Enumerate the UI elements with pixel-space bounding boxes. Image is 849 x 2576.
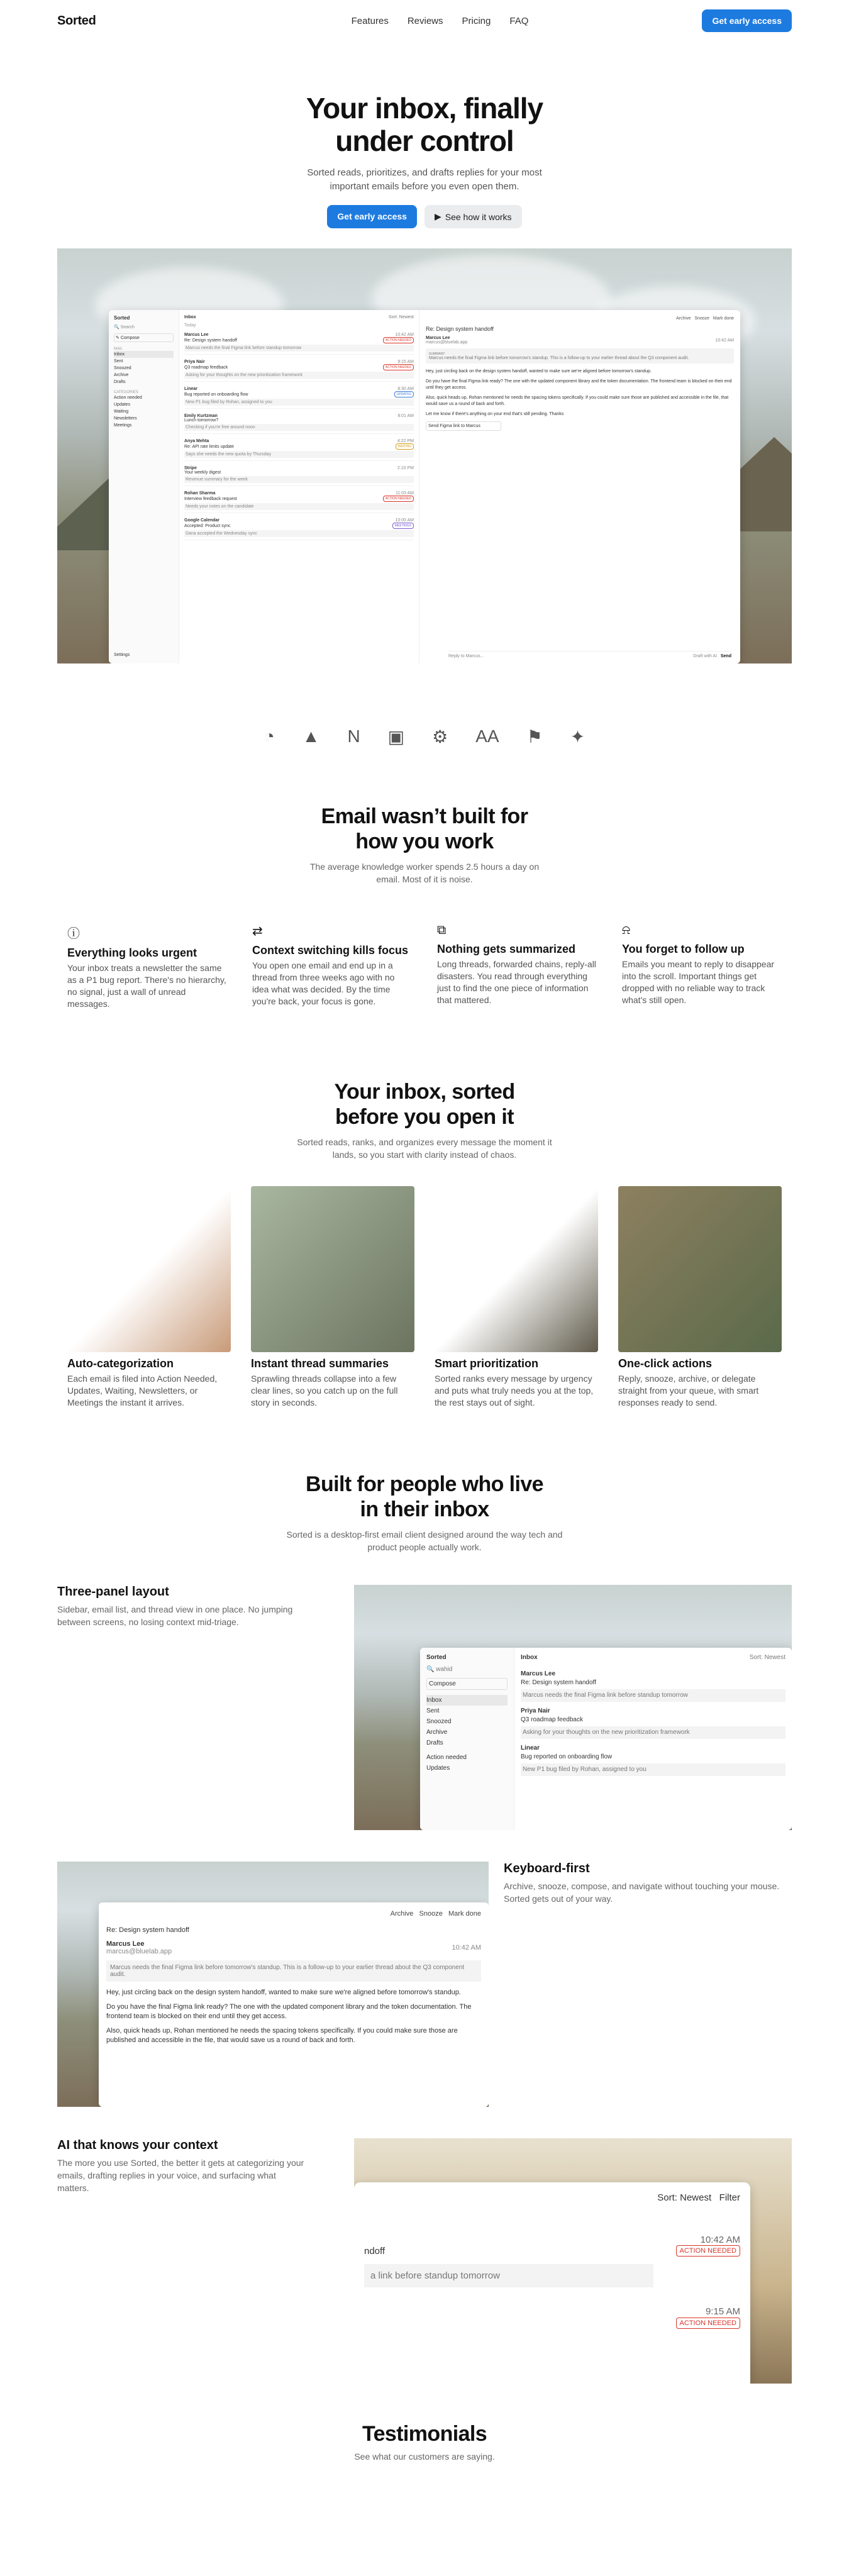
built-subtitle: Sorted is a desktop-first email client designed around the way tech and product people actually work.	[286, 1530, 563, 1552]
thread-from: Marcus Lee	[426, 336, 450, 340]
category-action-needed[interactable]: Action needed	[114, 396, 142, 400]
customer-logo: ⚙	[432, 727, 448, 747]
app-window	[109, 310, 740, 663]
sidebar	[109, 310, 179, 663]
ai-sort[interactable]: Sort: Newest	[657, 2192, 712, 2203]
feature-keyboard-text: Archive, snooze, compose, and navigate without touching your mouse. Sorted gets out of your way.	[504, 1881, 780, 1904]
kb-summary: Marcus needs the final Figma link before tomorrow's standup. This is a follow-up to your earlier thread about the Q3 component audit.	[106, 1960, 481, 1982]
email-row[interactable]: Anya Mehta 4:22 PM Re: API rate limits update WAITING Says she needs the new quota by Thursday	[184, 436, 414, 461]
draft-ai-button[interactable]: Draft with AI	[693, 654, 718, 658]
sort-control[interactable]: Sort: Newest	[388, 315, 414, 319]
hero-title-line1: Your inbox, finally	[306, 92, 543, 125]
problem-card-icon: ⍾	[622, 923, 631, 937]
problem-title-line1: Email wasn’t built for	[321, 804, 528, 828]
email-row[interactable]: Rohan Sharma 11:03 AM Interview feedback request ACTION NEEDED Needs your notes on the candidate	[184, 489, 414, 513]
email-list	[179, 310, 419, 663]
nav-link-features[interactable]: Features	[351, 15, 389, 26]
feature-card: Auto-categorization Each email is filed into Action Needed, Updates, Waiting, Newsletters, or Meetings the instant it arrives.	[67, 1186, 231, 1409]
feature-keyboard-title: Keyboard-first	[504, 1862, 590, 1875]
ai-time1: 10:42 AM	[700, 2235, 740, 2245]
kb-body: Hey, just circling back on the design system handoff, wanted to make sure we're aligned before tomorrow's standup. Do you have the final Figma link ready? The one with the updated component library and the token documentation. The frontend team is blocked on their end until they get access. Also, quick heads up, Rohan mentioned he needs the spacing tokens specifically. If you could make sure those are published and accessible in the file, that would save us a round of back and forth.	[106, 1989, 472, 2044]
feature-card: One-click actions Reply, snooze, archive, or delegate straight from your queue, with smart responses ready to send.	[618, 1186, 782, 1409]
categories-label: CATEGORIES	[114, 391, 138, 394]
email-row[interactable]: Stripe 2:10 PM Your weekly digest Revenue summary for the week	[184, 464, 414, 486]
thread-body-paragraph: Hey, just circling back on the design system handoff, wanted to make sure we're aligned before tomorrow's standup.	[426, 369, 652, 374]
three-panel-artwork: Sorted 🔍 wahid Compose Inbox Sent Snoozed Archive Drafts Action needed Updates Inbox Sort: Newest Marcus Lee Re: Design system handoff Marcus needs the final Figma link before standup tomorrow Priya Nair Q3 roadmap feedback Asking for your thoughts on the new prioritization framework Linear Bug reported on onboarding flow New P1 bug filed by Rohan, assigned to you	[354, 1585, 792, 1830]
testimonials-subtitle: See what our customers are saying.	[354, 2451, 495, 2462]
nav-links	[352, 16, 529, 26]
problem-card: ⍾ You forget to follow up Emails you meant to reply to disappear into the scroll. Important things get dropped with no reliable way to track what's still open.	[622, 923, 782, 1010]
thread-summary: SUMMARY Marcus needs the final Figma link before tomorrow's standup. This is a follow-up to your earlier thread about the Q3 component audit.	[426, 348, 734, 364]
logo[interactable]: Sorted	[57, 13, 96, 28]
draft-chip[interactable]: Send Figma link to Marcus	[426, 421, 501, 431]
feature-ai-text: The more you use Sorted, the better it gets at categorizing your emails, drafting replies in your voice, and surfacing what matters.	[57, 2158, 304, 2193]
problem-card: ⓘ Everything looks urgent Your inbox treats a newsletter the same as a P1 bug report. There's no hierarchy, no signal, just a wall of unread messages.	[67, 923, 227, 1010]
compose-button[interactable]: ✎ Compose	[114, 333, 174, 342]
nav-link-reviews[interactable]: Reviews	[407, 15, 443, 26]
sorted-title-line1: Your inbox, sorted	[334, 1080, 515, 1104]
problem-card: ⇄ Context switching kills focus You open one email and end up in a thread from three weeks ago with no idea what was decided. By the time you're back, your focus is gone.	[252, 923, 412, 1010]
problem-card-icon: ⇄	[252, 924, 263, 938]
send-button[interactable]: Send	[720, 654, 731, 658]
sidebar-item-sent[interactable]: Sent	[114, 359, 123, 364]
hero-subtitle: Sorted reads, prioritizes, and drafts replies for your most important emails before you even open them.	[307, 167, 542, 192]
feature-card: Instant thread summaries Sprawling threads collapse into a few clear lines, so you catch up on the full story in seconds.	[251, 1186, 414, 1409]
ai-artwork	[354, 2138, 792, 2384]
problem-card-icon: ⓘ	[67, 927, 80, 941]
thread-time: 10:42 AM	[715, 338, 734, 343]
problem-title-line2: how you work	[355, 830, 494, 853]
hero-cta-button[interactable]: Get early access	[327, 205, 417, 228]
kb-subject: Re: Design system handoff	[106, 1926, 189, 1934]
reply-input[interactable]: Reply to Marcus...	[448, 654, 484, 658]
app-brand: Sorted	[114, 315, 130, 321]
panel-email-1[interactable]: Marcus Lee Re: Design system handoff Marcus needs the final Figma link before standup tomorrow	[521, 1670, 785, 1702]
ai-tag1: ACTION NEEDED	[676, 2245, 740, 2257]
customer-logo: ✦	[570, 727, 585, 747]
problem-subtitle: The average knowledge worker spends 2.5 hours a day on email. Most of it is noise.	[309, 862, 540, 884]
email-row[interactable]: Linear 8:30 AM Bug reported on onboarding flow UPDATES New P1 bug filed by Rohan, assigned to you	[184, 384, 414, 409]
customer-logo: ⚑	[526, 727, 543, 747]
testimonials-section	[0, 2421, 849, 2463]
panel-email-3[interactable]: Linear Bug reported on onboarding flow New P1 bug filed by Rohan, assigned to you	[521, 1744, 785, 1776]
feature-ai-title: AI that knows your context	[57, 2138, 218, 2152]
customer-logo: ▣	[387, 727, 405, 747]
customer-logo: N	[347, 726, 360, 746]
thread-view	[419, 310, 740, 663]
built-title-line1: Built for people who live	[306, 1472, 543, 1496]
problem-card: ⧉ Nothing gets summarized Long threads, forwarded chains, reply-all disasters. You read through everything just to find the one piece of information that mattered.	[437, 923, 596, 1005]
feature-card-image	[435, 1186, 598, 1352]
panel-compose[interactable]: Compose	[426, 1678, 508, 1690]
problem-section	[0, 804, 849, 886]
play-icon: ▶	[434, 211, 441, 221]
ai-line: a link before standup tomorrow	[364, 2264, 653, 2287]
ai-tag2: ACTION NEEDED	[676, 2318, 740, 2329]
hero-title-line2: under control	[335, 125, 514, 157]
sidebar-item-archive[interactable]: Archive	[114, 373, 129, 377]
nav-link-pricing[interactable]: Pricing	[462, 15, 491, 26]
thread-body-paragraph: Let me know if there's anything on your end that's still pending. Thanks	[426, 412, 564, 416]
thread-subject: Re: Design system handoff	[426, 326, 494, 332]
today-label: Today	[184, 323, 196, 328]
snooze-button[interactable]: Snooze	[694, 316, 710, 321]
feature-card-image	[618, 1186, 782, 1352]
problem-card-icon: ⧉	[437, 923, 447, 937]
customer-logo: AA	[475, 726, 499, 746]
hero	[0, 42, 849, 228]
keyboard-artwork: Archive Snooze Mark done Re: Design system handoff Marcus Lee marcus@bluelab.app 10:42 AM Marcus needs the final Figma link before tomorrow's standup. This is a follow-up to your earlier thread about the Q3 component audit. Hey, just circling back on the design system handoff, wanted to make sure we're aligned before tomorrow's standup. Do you have the final Figma link ready? The one with the updated component library and the token documentation. The frontend team is blocked on their end until they get access. Also, quick heads up, Rohan mentioned he needs the spacing tokens specifically. If you could make sure those are published and accessible in the file, that would save us a round of back and forth.	[57, 1862, 489, 2107]
category-newsletters[interactable]: Newsletters	[114, 416, 137, 421]
customer-logos	[0, 726, 849, 747]
sidebar-item-snoozed[interactable]: Snoozed	[114, 366, 131, 370]
feature-three-panel-title: Three-panel layout	[57, 1585, 169, 1599]
built-title-line2: in their inbox	[360, 1497, 489, 1521]
thread-actions	[426, 316, 734, 321]
panel-email-2[interactable]: Priya Nair Q3 roadmap feedback Asking for your thoughts on the new prioritization framework	[521, 1707, 785, 1739]
mail-label: MAIL	[114, 347, 123, 351]
see-how-button[interactable]	[425, 205, 522, 228]
panel-brand: Sorted	[426, 1654, 447, 1661]
see-how-label: See how it works	[445, 211, 512, 222]
built-section	[0, 1472, 849, 1553]
email-row[interactable]: Emily Kurtzman 8:01 AM Lunch tomorrow? Checking if you're free around noon	[184, 411, 414, 434]
sorted-subtitle: Sorted reads, ranks, and organizes every message the moment it lands, so you start with clarity instead of chaos.	[297, 1137, 552, 1160]
sorted-section	[0, 1079, 849, 1161]
email-row[interactable]: Marcus Lee 10:42 AM Re: Design system handoff ACTION NEEDED Marcus needs the final Figma link before standup tomorrow	[184, 330, 414, 355]
feature-three-panel-text: Sidebar, email list, and thread view in one place. No jumping between screens, no losing context mid-triage.	[57, 1604, 293, 1627]
testimonials-title: Testimonials	[362, 2422, 487, 2446]
sidebar-item-drafts[interactable]: Drafts	[114, 380, 126, 384]
category-meetings[interactable]: Meetings	[114, 423, 132, 428]
email-row[interactable]: Google Calendar 10:00 AM Accepted: Product sync MEETINGS Dana accepted the Wednesday sync	[184, 516, 414, 540]
feature-card-image	[251, 1186, 414, 1352]
ai-sort-filter	[364, 2192, 740, 2203]
panel-nav: Inbox Sent Snoozed Archive Drafts Action needed Updates	[426, 1695, 508, 1774]
feature-card: Smart prioritization Sorted ranks every message by urgency and puts what truly needs you at the top, the rest stays out of sight.	[435, 1186, 598, 1409]
kb-actions: Archive Snooze Mark done	[390, 1910, 481, 1918]
ai-handoff: ndoff	[364, 2245, 386, 2257]
ai-time2: 9:15 AM	[705, 2306, 740, 2317]
nav-link-faq[interactable]: FAQ	[509, 15, 529, 26]
sorted-title-line2: before you open it	[335, 1105, 514, 1129]
email-row[interactable]: Priya Nair 9:15 AM Q3 roadmap feedback ACTION NEEDED Asking for your thoughts on the new prioritization framework	[184, 357, 414, 382]
thread-email: marcus@bluelab.app	[426, 340, 468, 345]
thread-body-paragraph: Do you have the final Figma link ready? The one with the updated component library and the token documentation. The frontend team is blocked on their end until they get access.	[426, 379, 732, 390]
sidebar-search[interactable]: 🔍 Search	[114, 325, 135, 330]
ai-filter[interactable]: Filter	[719, 2192, 740, 2203]
sidebar-item-inbox[interactable]: Inbox	[114, 351, 174, 358]
settings-item[interactable]: Settings	[114, 653, 130, 657]
top-nav	[0, 0, 849, 42]
category-waiting[interactable]: Waiting	[114, 409, 129, 414]
customer-logo: ◔	[264, 726, 275, 746]
archive-button[interactable]: Archive	[676, 316, 691, 321]
customer-logo: ▲	[302, 726, 320, 746]
list-title: Inbox	[184, 315, 196, 319]
hero-artwork	[57, 248, 792, 663]
thread-body-paragraph: Also, quick heads up, Rohan mentioned he needs the spacing tokens specifically. If you could make sure those are published and accessible in the file, that would save us a round of back and forth.	[426, 396, 729, 406]
feature-card-image	[67, 1186, 231, 1352]
category-updates[interactable]: Updates	[114, 402, 131, 407]
mark-done-button[interactable]: Mark done	[713, 316, 734, 321]
panel-search[interactable]: 🔍 wahid	[426, 1666, 453, 1673]
nav-cta-button[interactable]: Get early access	[702, 9, 792, 32]
